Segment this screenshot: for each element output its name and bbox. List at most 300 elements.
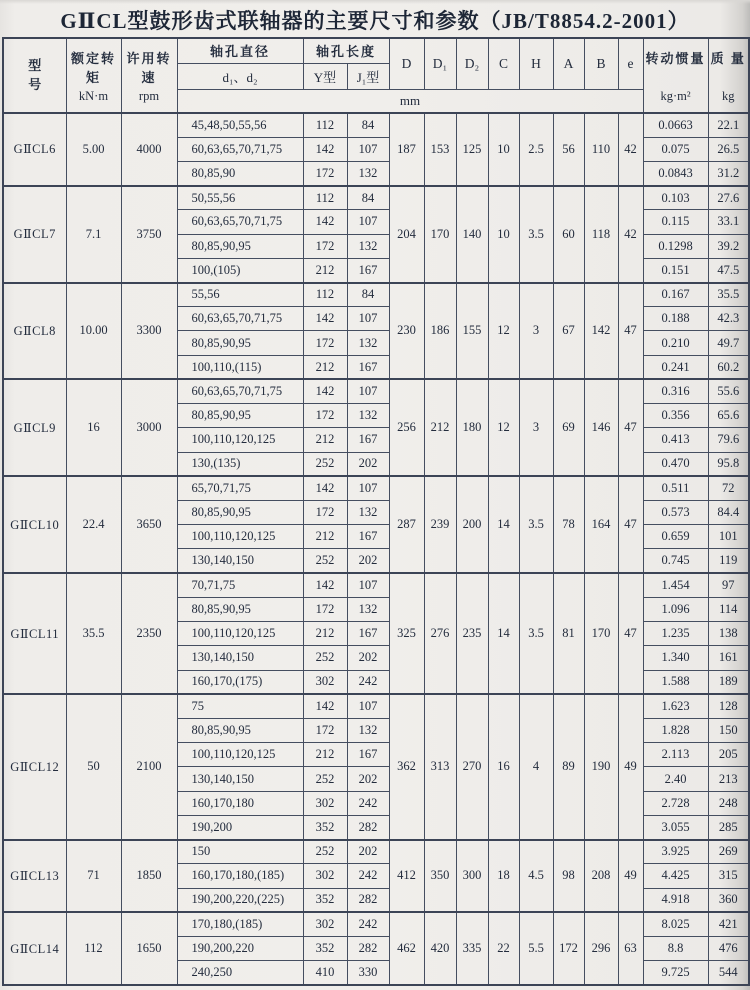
mass-cell: 35.5 [708, 283, 749, 307]
mass-cell: 27.6 [708, 186, 749, 210]
col-header-A: A [553, 38, 584, 89]
torque-cell: 5.00 [66, 113, 121, 186]
col-header-D1: D₁ [424, 38, 456, 89]
mass-cell: 315 [708, 864, 749, 888]
dim-cell-D: 412 [389, 840, 424, 913]
bore-diameters-cell: 60,63,65,70,71,75 [177, 307, 303, 331]
dim-cell-C: 10 [488, 113, 519, 186]
col-header-bore-diameter: 轴孔直径 [177, 38, 303, 63]
inertia-cell: 1.096 [643, 597, 708, 621]
coupling-spec-table [2, 37, 750, 986]
dim-cell-D2: 235 [456, 573, 488, 694]
j1-length-cell: 202 [347, 767, 389, 791]
dim-cell-D2: 270 [456, 694, 488, 839]
scan-edge-shadow [0, 0, 750, 4]
y-length-cell: 172 [303, 161, 347, 185]
speed-cell: 2100 [121, 694, 177, 839]
y-length-cell: 252 [303, 646, 347, 670]
torque-cell: 112 [66, 912, 121, 985]
bore-diameters-cell: 50,55,56 [177, 186, 303, 210]
dim-cell-D: 325 [389, 573, 424, 694]
bore-diameters-cell: 70,71,75 [177, 573, 303, 597]
bore-diameters-cell: 80,85,90,95 [177, 501, 303, 525]
j1-length-cell: 167 [347, 355, 389, 379]
mass-cell: 285 [708, 815, 749, 839]
y-length-cell: 142 [303, 476, 347, 500]
y-length-cell: 302 [303, 864, 347, 888]
bore-diameters-cell: 190,200,220,(225) [177, 888, 303, 912]
col-header-D2: D₂ [456, 38, 488, 89]
col-header-inertia [643, 38, 708, 113]
dim-cell-D1: 212 [424, 379, 456, 476]
j1-length-cell: 107 [347, 476, 389, 500]
y-length-cell: 142 [303, 307, 347, 331]
dim-cell-D2: 140 [456, 186, 488, 283]
mass-cell: 189 [708, 670, 749, 694]
torque-cell: 16 [66, 379, 121, 476]
bore-diameters-cell: 65,70,71,75 [177, 476, 303, 500]
mass-cell: 114 [708, 597, 749, 621]
dim-cell-B: 164 [584, 476, 618, 573]
j1-length-cell: 132 [347, 718, 389, 742]
mass-cell: 128 [708, 694, 749, 718]
model-cell: GⅡCL10 [3, 476, 66, 573]
mass-cell: 65.6 [708, 404, 749, 428]
dim-cell-e: 49 [618, 840, 643, 913]
mass-cell: 101 [708, 525, 749, 549]
dim-cell-D: 287 [389, 476, 424, 573]
table-row [3, 283, 749, 307]
mass-cell: 544 [708, 961, 749, 985]
j1-length-cell: 202 [347, 452, 389, 476]
col-header-model [3, 38, 66, 113]
inertia-cell: 4.425 [643, 864, 708, 888]
dim-cell-B: 170 [584, 573, 618, 694]
speed-cell: 3000 [121, 379, 177, 476]
dim-cell-B: 190 [584, 694, 618, 839]
mass-cell: 421 [708, 912, 749, 936]
dim-cell-e: 47 [618, 476, 643, 573]
inertia-cell: 0.241 [643, 355, 708, 379]
bore-diameters-cell: 100,110,120,125 [177, 743, 303, 767]
y-length-cell: 142 [303, 137, 347, 161]
dim-cell-C: 14 [488, 573, 519, 694]
speed-cell: 3750 [121, 186, 177, 283]
torque-cell: 50 [66, 694, 121, 839]
mass-cell: 476 [708, 936, 749, 960]
model-cell: GⅡCL11 [3, 573, 66, 694]
unit-row-mm: mm [177, 89, 643, 113]
dim-cell-A: 172 [553, 912, 584, 985]
torque-cell: 7.1 [66, 186, 121, 283]
spec-table-body [3, 113, 749, 985]
j1-length-cell: 242 [347, 912, 389, 936]
dim-cell-D1: 313 [424, 694, 456, 839]
table-row [3, 694, 749, 718]
dim-cell-e: 47 [618, 379, 643, 476]
speed-title: 许用转速 [126, 50, 172, 85]
inertia-cell: 0.573 [643, 501, 708, 525]
mass-cell: 248 [708, 791, 749, 815]
inertia-cell: 0.0663 [643, 113, 708, 137]
torque-cell: 10.00 [66, 283, 121, 380]
dim-cell-C: 10 [488, 186, 519, 283]
speed-unit: rpm [138, 88, 160, 103]
speed-cell: 2350 [121, 573, 177, 694]
inertia-cell: 9.725 [643, 961, 708, 985]
y-length-cell: 172 [303, 331, 347, 355]
dim-cell-D2: 200 [456, 476, 488, 573]
y-length-cell: 142 [303, 379, 347, 403]
inertia-cell: 0.167 [643, 283, 708, 307]
dim-cell-C: 16 [488, 694, 519, 839]
j1-length-cell: 330 [347, 961, 389, 985]
mass-unit: kg [722, 88, 735, 103]
dim-cell-A: 56 [553, 113, 584, 186]
torque-cell: 71 [66, 840, 121, 913]
model-cell: GⅡCL12 [3, 694, 66, 839]
mass-cell: 33.1 [708, 210, 749, 234]
torque-unit: kN·m [78, 88, 109, 103]
j1-length-cell: 167 [347, 743, 389, 767]
bore-diameters-cell: 80,85,90,95 [177, 331, 303, 355]
mass-cell: 138 [708, 622, 749, 646]
dim-cell-D1: 420 [424, 912, 456, 985]
mass-cell: 31.2 [708, 161, 749, 185]
model-cell: GⅡCL8 [3, 283, 66, 380]
mass-cell: 119 [708, 549, 749, 573]
y-length-cell: 212 [303, 743, 347, 767]
model-cell: GⅡCL13 [3, 840, 66, 913]
mass-cell: 161 [708, 646, 749, 670]
j1-length-cell: 107 [347, 137, 389, 161]
dim-cell-B: 110 [584, 113, 618, 186]
bore-diameters-cell: 160,170,180,(185) [177, 864, 303, 888]
dim-cell-A: 67 [553, 283, 584, 380]
j1-length-cell: 107 [347, 379, 389, 403]
y-length-cell: 252 [303, 549, 347, 573]
inertia-cell: 2.728 [643, 791, 708, 815]
dim-cell-D1: 186 [424, 283, 456, 380]
dim-cell-A: 81 [553, 573, 584, 694]
inertia-cell: 3.055 [643, 815, 708, 839]
dim-cell-D1: 239 [424, 476, 456, 573]
inertia-cell: 0.659 [643, 525, 708, 549]
dim-cell-C: 12 [488, 379, 519, 476]
dim-cell-D2: 335 [456, 912, 488, 985]
inertia-cell: 0.316 [643, 379, 708, 403]
bore-diameters-cell: 80,85,90 [177, 161, 303, 185]
bore-diameters-cell: 75 [177, 694, 303, 718]
y-length-cell: 252 [303, 452, 347, 476]
j1-length-cell: 84 [347, 186, 389, 210]
mass-cell: 97 [708, 573, 749, 597]
mass-cell: 39.2 [708, 234, 749, 258]
dim-cell-D: 204 [389, 186, 424, 283]
col-header-mass [708, 38, 749, 113]
bore-diameters-cell: 190,200 [177, 815, 303, 839]
y-length-cell: 212 [303, 622, 347, 646]
j1-length-cell: 132 [347, 501, 389, 525]
j1-length-cell: 132 [347, 597, 389, 621]
bore-diameters-cell: 130,140,150 [177, 549, 303, 573]
mass-cell: 95.8 [708, 452, 749, 476]
inertia-unit: kg·m² [660, 88, 691, 103]
y-length-cell: 302 [303, 912, 347, 936]
table-row [3, 912, 749, 936]
mass-cell: 26.5 [708, 137, 749, 161]
dim-cell-B: 146 [584, 379, 618, 476]
inertia-cell: 1.454 [643, 573, 708, 597]
dim-cell-e: 47 [618, 283, 643, 380]
bore-diameters-cell: 100,110,120,125 [177, 622, 303, 646]
col-header-H: H [519, 38, 553, 89]
y-length-cell: 142 [303, 573, 347, 597]
j1-length-cell: 242 [347, 791, 389, 815]
inertia-cell: 0.745 [643, 549, 708, 573]
speed-cell: 3300 [121, 283, 177, 380]
y-length-cell: 212 [303, 525, 347, 549]
y-length-cell: 172 [303, 597, 347, 621]
table-row [3, 573, 749, 597]
col-header-model-label: 型号 [28, 57, 42, 92]
bore-diameters-cell: 100,110,(115) [177, 355, 303, 379]
subheader-j1-type: J₁型 [347, 63, 389, 89]
j1-length-cell: 242 [347, 864, 389, 888]
dim-cell-C: 12 [488, 283, 519, 380]
mass-cell: 205 [708, 743, 749, 767]
dim-cell-H: 3 [519, 379, 553, 476]
bore-diameters-cell: 130,140,150 [177, 646, 303, 670]
inertia-cell: 4.918 [643, 888, 708, 912]
j1-length-cell: 132 [347, 161, 389, 185]
dim-cell-D: 256 [389, 379, 424, 476]
bore-diameters-cell: 60,63,65,70,71,75 [177, 210, 303, 234]
bore-diameters-cell: 190,200,220 [177, 936, 303, 960]
bore-diameters-cell: 80,85,90,95 [177, 718, 303, 742]
dim-cell-B: 296 [584, 912, 618, 985]
col-header-speed [121, 38, 177, 113]
speed-cell: 3650 [121, 476, 177, 573]
bore-diameters-cell: 130,140,150 [177, 767, 303, 791]
mass-cell: 60.2 [708, 355, 749, 379]
dim-cell-e: 42 [618, 186, 643, 283]
y-length-cell: 172 [303, 718, 347, 742]
speed-cell: 1650 [121, 912, 177, 985]
inertia-cell: 1.828 [643, 718, 708, 742]
y-length-cell: 172 [303, 234, 347, 258]
mass-title: 质 量 [710, 50, 746, 66]
bore-diameters-cell: 240,250 [177, 961, 303, 985]
model-cell: GⅡCL6 [3, 113, 66, 186]
inertia-cell: 2.113 [643, 743, 708, 767]
inertia-cell: 1.623 [643, 694, 708, 718]
inertia-cell: 3.925 [643, 840, 708, 864]
j1-length-cell: 132 [347, 331, 389, 355]
col-header-bore-length: 轴孔长度 [303, 38, 389, 63]
j1-length-cell: 84 [347, 283, 389, 307]
inertia-cell: 1.235 [643, 622, 708, 646]
mass-cell: 72 [708, 476, 749, 500]
inertia-cell: 8.8 [643, 936, 708, 960]
bore-diameters-cell: 80,85,90,95 [177, 404, 303, 428]
dim-cell-B: 118 [584, 186, 618, 283]
dim-cell-C: 14 [488, 476, 519, 573]
mass-cell: 269 [708, 840, 749, 864]
y-length-cell: 302 [303, 791, 347, 815]
y-length-cell: 212 [303, 258, 347, 282]
mass-cell: 55.6 [708, 379, 749, 403]
dim-cell-H: 3.5 [519, 573, 553, 694]
dim-cell-B: 142 [584, 283, 618, 380]
dim-cell-e: 63 [618, 912, 643, 985]
inertia-cell: 0.151 [643, 258, 708, 282]
bore-diameters-cell: 80,85,90,95 [177, 234, 303, 258]
bore-diameters-cell: 100,110,120,125 [177, 525, 303, 549]
torque-title: 额定转矩 [70, 50, 116, 85]
table-row [3, 840, 749, 864]
j1-length-cell: 242 [347, 670, 389, 694]
model-cell: GⅡCL7 [3, 186, 66, 283]
dim-cell-D: 187 [389, 113, 424, 186]
table-header [3, 38, 749, 113]
mass-cell: 84.4 [708, 501, 749, 525]
j1-length-cell: 107 [347, 694, 389, 718]
bore-diameters-cell: 60,63,65,70,71,75 [177, 137, 303, 161]
y-length-cell: 352 [303, 888, 347, 912]
dim-cell-D: 362 [389, 694, 424, 839]
inertia-title: 转动惯量 [645, 50, 706, 66]
y-length-cell: 252 [303, 840, 347, 864]
y-length-cell: 352 [303, 815, 347, 839]
bore-diameters-cell: 150 [177, 840, 303, 864]
mass-cell: 213 [708, 767, 749, 791]
col-header-C: C [488, 38, 519, 89]
dim-cell-D1: 350 [424, 840, 456, 913]
inertia-cell: 0.1298 [643, 234, 708, 258]
j1-length-cell: 107 [347, 573, 389, 597]
inertia-cell: 1.340 [643, 646, 708, 670]
dim-cell-D1: 170 [424, 186, 456, 283]
col-header-torque [66, 38, 121, 113]
j1-length-cell: 202 [347, 549, 389, 573]
bore-diameters-cell: 160,170,180 [177, 791, 303, 815]
y-length-cell: 112 [303, 113, 347, 137]
dim-cell-C: 18 [488, 840, 519, 913]
inertia-cell: 0.210 [643, 331, 708, 355]
mass-cell: 47.5 [708, 258, 749, 282]
inertia-cell: 0.511 [643, 476, 708, 500]
header-row-1 [3, 38, 749, 63]
dim-cell-D: 462 [389, 912, 424, 985]
j1-length-cell: 132 [347, 234, 389, 258]
mass-cell: 49.7 [708, 331, 749, 355]
inertia-cell: 0.188 [643, 307, 708, 331]
j1-length-cell: 84 [347, 113, 389, 137]
y-length-cell: 172 [303, 404, 347, 428]
subheader-d1-d2: d₁、d₂ [177, 63, 303, 89]
y-length-cell: 212 [303, 355, 347, 379]
j1-length-cell: 167 [347, 525, 389, 549]
j1-length-cell: 132 [347, 404, 389, 428]
dim-cell-D2: 180 [456, 379, 488, 476]
dim-cell-e: 49 [618, 694, 643, 839]
j1-length-cell: 167 [347, 258, 389, 282]
y-length-cell: 172 [303, 501, 347, 525]
j1-length-cell: 282 [347, 936, 389, 960]
dim-cell-H: 4 [519, 694, 553, 839]
dim-cell-H: 3.5 [519, 476, 553, 573]
mass-cell: 22.1 [708, 113, 749, 137]
dim-cell-H: 4.5 [519, 840, 553, 913]
dim-cell-C: 22 [488, 912, 519, 985]
inertia-cell: 0.413 [643, 428, 708, 452]
bore-diameters-cell: 60,63,65,70,71,75 [177, 379, 303, 403]
speed-cell: 4000 [121, 113, 177, 186]
inertia-cell: 2.40 [643, 767, 708, 791]
torque-cell: 22.4 [66, 476, 121, 573]
dim-cell-D2: 125 [456, 113, 488, 186]
dim-cell-A: 89 [553, 694, 584, 839]
y-length-cell: 112 [303, 283, 347, 307]
inertia-cell: 0.470 [643, 452, 708, 476]
dim-cell-D2: 155 [456, 283, 488, 380]
subheader-y-type: Y型 [303, 63, 347, 89]
bore-diameters-cell: 170,180,(185) [177, 912, 303, 936]
dim-cell-A: 98 [553, 840, 584, 913]
dim-cell-D1: 153 [424, 113, 456, 186]
col-header-B: B [584, 38, 618, 89]
dim-cell-A: 78 [553, 476, 584, 573]
bore-diameters-cell: 55,56 [177, 283, 303, 307]
table-row [3, 186, 749, 210]
y-length-cell: 112 [303, 186, 347, 210]
dim-cell-B: 208 [584, 840, 618, 913]
dim-cell-e: 47 [618, 573, 643, 694]
dim-cell-H: 3 [519, 283, 553, 380]
j1-length-cell: 107 [347, 210, 389, 234]
inertia-cell: 0.103 [643, 186, 708, 210]
torque-cell: 35.5 [66, 573, 121, 694]
dim-cell-H: 2.5 [519, 113, 553, 186]
mass-cell: 360 [708, 888, 749, 912]
dim-cell-A: 69 [553, 379, 584, 476]
y-length-cell: 352 [303, 936, 347, 960]
table-row [3, 113, 749, 137]
j1-length-cell: 167 [347, 428, 389, 452]
mass-cell: 150 [708, 718, 749, 742]
bore-diameters-cell: 45,48,50,55,56 [177, 113, 303, 137]
y-length-cell: 410 [303, 961, 347, 985]
dim-cell-D: 230 [389, 283, 424, 380]
bore-diameters-cell: 80,85,90,95 [177, 597, 303, 621]
mass-cell: 79.6 [708, 428, 749, 452]
mass-cell: 42.3 [708, 307, 749, 331]
y-length-cell: 302 [303, 670, 347, 694]
page-title: GⅡCL型鼓形齿式联轴器的主要尺寸和参数（JB/T8854.2-2001） [60, 9, 690, 33]
dim-cell-H: 3.5 [519, 186, 553, 283]
inertia-cell: 0.356 [643, 404, 708, 428]
inertia-cell: 8.025 [643, 912, 708, 936]
j1-length-cell: 202 [347, 840, 389, 864]
inertia-cell: 0.0843 [643, 161, 708, 185]
bore-diameters-cell: 130,(135) [177, 452, 303, 476]
dim-cell-e: 42 [618, 113, 643, 186]
bore-diameters-cell: 160,170,(175) [177, 670, 303, 694]
dim-cell-D2: 300 [456, 840, 488, 913]
y-length-cell: 142 [303, 694, 347, 718]
table-row [3, 379, 749, 403]
